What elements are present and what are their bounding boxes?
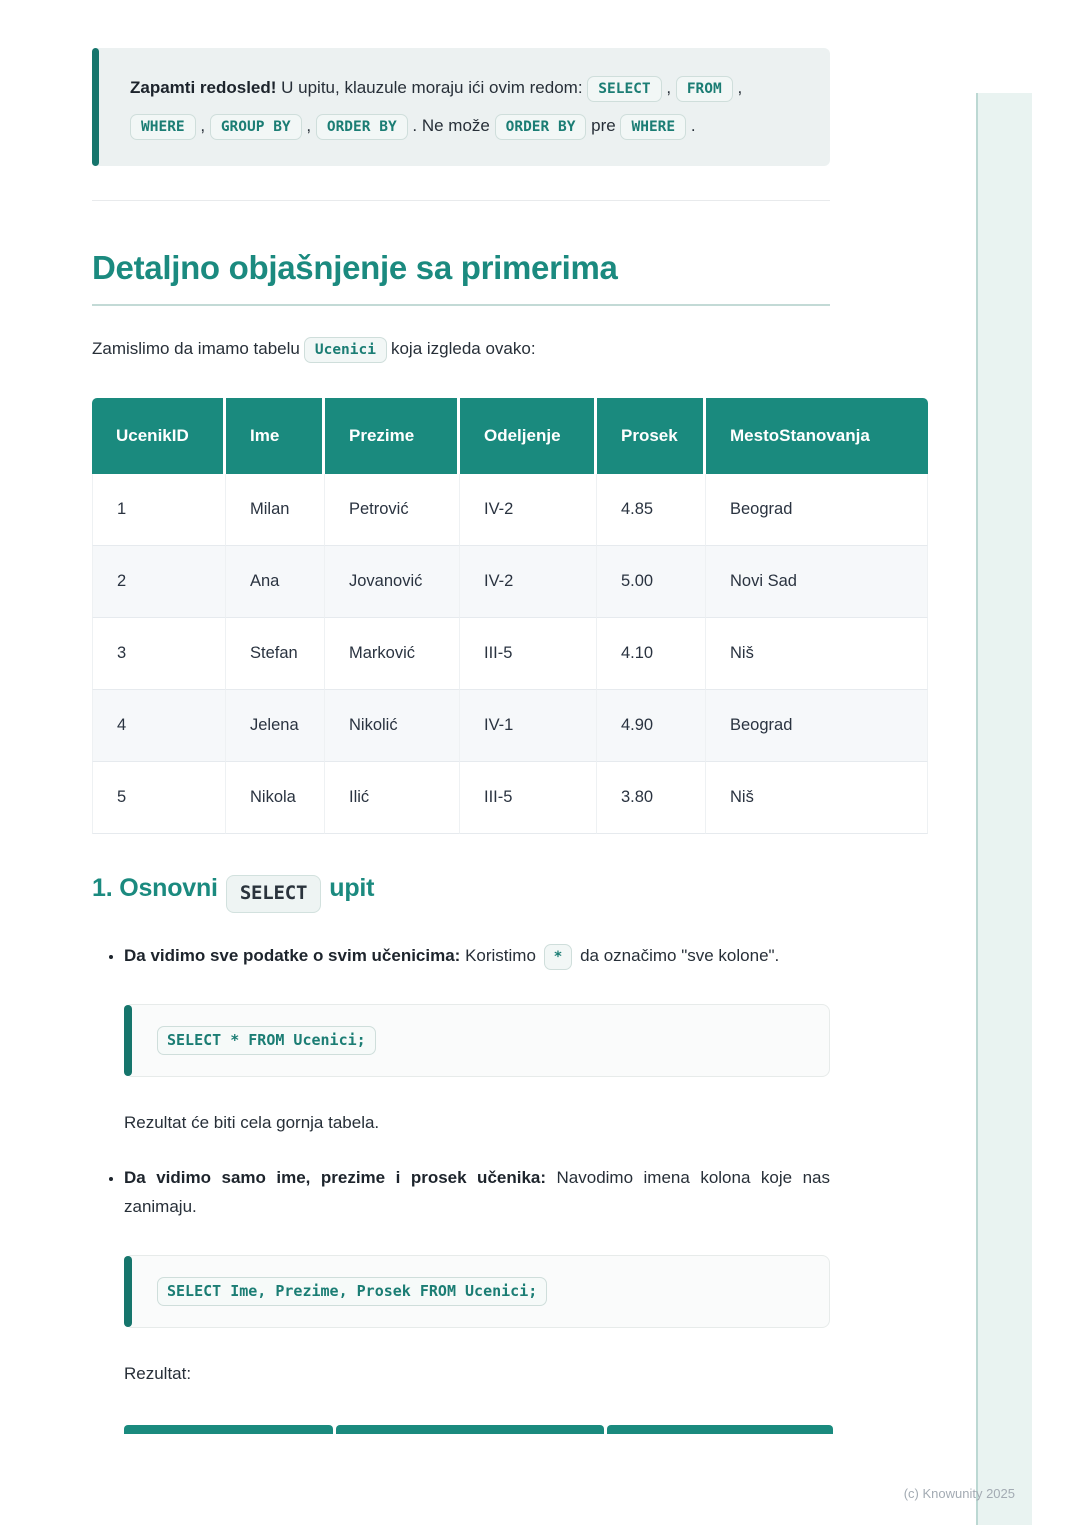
intro-post: koja izgleda ovako: bbox=[390, 339, 536, 358]
table-cell: IV-2 bbox=[460, 546, 597, 618]
sql-keyword-chip: SELECT bbox=[587, 76, 661, 102]
table-cell: Niš bbox=[706, 618, 928, 690]
callout-run: . bbox=[686, 116, 696, 135]
column-header: Prezime bbox=[325, 398, 460, 474]
bullet-list bbox=[92, 941, 830, 1434]
column-header: Odeljenje bbox=[460, 398, 597, 474]
code-accent-bar bbox=[124, 1005, 132, 1076]
intro-paragraph bbox=[92, 336, 928, 363]
table-cell: IV-1 bbox=[460, 690, 597, 762]
column-header: Ime bbox=[226, 398, 325, 474]
intro-pre: Zamislimo da imamo tabelu bbox=[92, 339, 300, 358]
callout-lead: Zapamti redosled! bbox=[130, 78, 277, 97]
list-item bbox=[124, 941, 830, 1133]
result-header-cell bbox=[124, 1425, 333, 1434]
subsection-pre: 1. Osnovni bbox=[92, 874, 218, 903]
table-name-chip: Ucenici bbox=[304, 337, 387, 363]
asterisk-chip: * bbox=[544, 944, 573, 970]
table-cell: IV-2 bbox=[460, 474, 597, 546]
bullet-run: Navodimo imena kolona koje nas zanimaju. bbox=[124, 1168, 830, 1216]
table-cell: 4 bbox=[92, 690, 226, 762]
table-cell: Ilić bbox=[325, 762, 460, 834]
sql-keyword-chip: SELECT bbox=[226, 875, 321, 913]
table-row bbox=[92, 762, 928, 834]
result-header-cell bbox=[336, 1425, 604, 1434]
table-cell: 1 bbox=[92, 474, 226, 546]
subsection-title bbox=[92, 874, 928, 913]
result-header-cell bbox=[607, 1425, 833, 1434]
document-content bbox=[92, 48, 928, 1434]
table-cell: 4.90 bbox=[597, 690, 706, 762]
table-cell: Niš bbox=[706, 762, 928, 834]
result-note: Rezultat: bbox=[124, 1364, 192, 1383]
table-row bbox=[92, 546, 928, 618]
table-cell: Nikola bbox=[226, 762, 325, 834]
table-cell: 3.80 bbox=[597, 762, 706, 834]
table-cell: Jovanović bbox=[325, 546, 460, 618]
sql-keyword-chip: ORDER BY bbox=[495, 114, 587, 140]
code-accent-bar bbox=[124, 1256, 132, 1327]
table-cell: Novi Sad bbox=[706, 546, 928, 618]
column-header: MestoStanovanja bbox=[706, 398, 928, 474]
sql-keyword-chip: ORDER BY bbox=[316, 114, 408, 140]
callout-note bbox=[92, 48, 830, 166]
sql-keyword-chip: WHERE bbox=[620, 114, 686, 140]
sql-code: SELECT Ime, Prezime, Prosek FROM Ucenici; bbox=[157, 1277, 547, 1306]
table-cell: Petrović bbox=[325, 474, 460, 546]
code-block bbox=[124, 1004, 830, 1077]
table-cell: Jelena bbox=[226, 690, 325, 762]
callout-run: . Ne može bbox=[407, 116, 495, 135]
callout-run: , bbox=[301, 116, 316, 135]
sql-keyword-chip: WHERE bbox=[130, 114, 196, 140]
column-header: Prosek bbox=[597, 398, 706, 474]
table-cell: 4.85 bbox=[597, 474, 706, 546]
page-title-text: Detaljno objašnjenje sa primerima bbox=[92, 249, 618, 286]
table-cell: Nikolić bbox=[325, 690, 460, 762]
result-table-header-clipped bbox=[124, 1425, 833, 1434]
column-header: UcenikID bbox=[92, 398, 226, 474]
code-block bbox=[124, 1255, 830, 1328]
page-edge-bar bbox=[976, 93, 1032, 1525]
bullet-text bbox=[124, 1163, 830, 1221]
students-table bbox=[92, 398, 928, 834]
result-note: Rezultat će biti cela gornja tabela. bbox=[124, 1113, 380, 1132]
table-cell: Ana bbox=[226, 546, 325, 618]
page-title bbox=[92, 249, 830, 306]
table-row bbox=[92, 474, 928, 546]
section-divider bbox=[92, 200, 830, 201]
callout-run: , bbox=[661, 78, 676, 97]
table-row bbox=[92, 690, 928, 762]
table-cell: III-5 bbox=[460, 762, 597, 834]
table-cell: Marković bbox=[325, 618, 460, 690]
table-cell: Milan bbox=[226, 474, 325, 546]
callout-run: pre bbox=[586, 116, 621, 135]
table-cell: III-5 bbox=[460, 618, 597, 690]
callout-run: , bbox=[195, 116, 210, 135]
table-cell: 4.10 bbox=[597, 618, 706, 690]
table-cell: 2 bbox=[92, 546, 226, 618]
bullet-lead: Da vidimo samo ime, prezime i prosek učenika: bbox=[124, 1168, 547, 1187]
table-cell: 5.00 bbox=[597, 546, 706, 618]
sql-keyword-chip: FROM bbox=[676, 76, 733, 102]
callout-text bbox=[130, 69, 804, 145]
table-cell: 3 bbox=[92, 618, 226, 690]
subsection-post: upit bbox=[329, 874, 375, 903]
callout-run: , bbox=[732, 78, 743, 97]
table-row bbox=[92, 618, 928, 690]
bullet-run: Koristimo bbox=[460, 945, 541, 965]
document-page bbox=[0, 48, 1080, 1528]
bullet-run: da označimo "sve kolone". bbox=[575, 945, 780, 965]
bullet-text bbox=[124, 941, 830, 970]
callout-run: U upitu, klauzule moraju ići ovim redom: bbox=[276, 78, 588, 97]
callout-accent-bar bbox=[92, 48, 99, 166]
bullet-lead: Da vidimo sve podatke o svim učenicima: bbox=[124, 945, 461, 965]
list-item bbox=[124, 1163, 830, 1434]
sql-code: SELECT * FROM Ucenici; bbox=[157, 1026, 376, 1055]
copyright-note: (c) Knowunity 2025 bbox=[903, 1486, 1015, 1501]
table-cell: Stefan bbox=[226, 618, 325, 690]
table-cell: Beograd bbox=[706, 474, 928, 546]
table-header-row bbox=[92, 398, 928, 474]
table-cell: 5 bbox=[92, 762, 226, 834]
table-cell: Beograd bbox=[706, 690, 928, 762]
sql-keyword-chip: GROUP BY bbox=[210, 114, 302, 140]
